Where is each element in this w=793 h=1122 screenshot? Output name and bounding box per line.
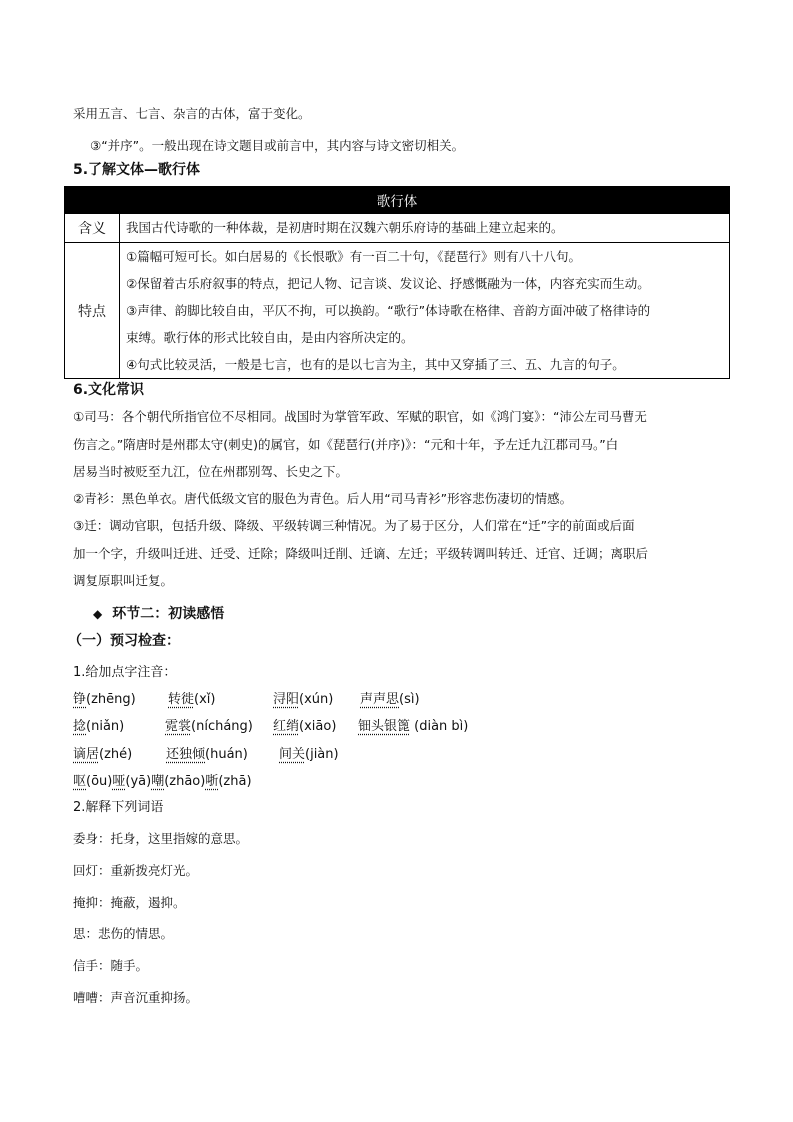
pinyin-item: 还独倾(huán) xyxy=(166,747,248,762)
features-text xyxy=(120,243,730,379)
vocab-item: 思：悲伤的情思。 xyxy=(73,926,174,941)
pinyin-item: 谪居(zhé) xyxy=(73,747,133,762)
pinyin-item: 浔阳(xún) xyxy=(273,692,334,707)
meaning-label: 含义 xyxy=(65,214,120,243)
feature-line: ③声律、韵脚比较自由，平仄不拘，可以换韵。“歌行”体诗歌在格律、音韵方面冲破了格律诗的 xyxy=(126,303,651,318)
feature-line: ①篇幅可短可长。如白居易的《长恨歌》有一百二十句，《琵琶行》则有八十八句。 xyxy=(126,249,581,264)
culture-line: 加一个字，升级叫迁进、迁受、迁除；降级叫迁削、迁谪、左迁；平级转调叫转迁、迁官、迁调；离职后 xyxy=(73,546,649,561)
feature-line: 束缚。歌行体的形式比较自由，是由内容所决定的。 xyxy=(126,330,414,345)
question-2-title: 2.解释下列词语 xyxy=(73,800,164,815)
section-5-title: 5.了解文体—歌行体 xyxy=(73,162,201,178)
pinyin-item: 红绡(xiāo) xyxy=(273,719,337,734)
features-label: 特点 xyxy=(65,243,120,379)
feature-line: ②保留着古乐府叙事的特点，把记人物、记言谈、发议论、抒感慨融为一体，内容充实而生动。 xyxy=(126,276,650,291)
vocab-item: 掩抑：掩蔽，遏抑。 xyxy=(73,895,186,910)
pinyin-item: 霓裳(nícháng) xyxy=(165,719,253,734)
intro-line: 采用五言、七言、杂言的古体，富于变化。 xyxy=(73,106,311,121)
pinyin-item: 钿头银篦 (diàn bì) xyxy=(358,719,469,734)
feature-line: ④句式比较灵活，一般是七言，也有的是以七言为主，其中又穿插了三、五、九言的句子。 xyxy=(126,357,625,372)
section-6-title: 6.文化常识 xyxy=(73,382,145,398)
culture-line: 伤言之。”隋唐时是州郡太守(刺史)的属官，如《琵琶行(并序)》：“元和十年，予左迁九江郡司马。”白 xyxy=(73,437,619,452)
culture-line: ③迁：调动官职，包括升级、降级、平级转调三种情况。为了易于区分，人们常在“迁”字的前面或后面 xyxy=(73,518,635,533)
vocab-item: 嘈嘈：声音沉重抑扬。 xyxy=(73,990,199,1005)
pinyin-item: 声声思(sì) xyxy=(360,692,420,707)
pinyin-item: 铮(zhēng) xyxy=(73,692,136,707)
pinyin-item: 间关(jiàn) xyxy=(279,747,339,762)
pinyin-item: 转徙(xǐ) xyxy=(168,692,216,707)
vocab-item: 回灯：重新拨亮灯光。 xyxy=(73,863,199,878)
question-1-title: 1.给加点字注音： xyxy=(73,665,177,680)
culture-line: ①司马：各个朝代所指官位不尽相同。战国时为掌管军政、军赋的职官，如《鸿门宴》：“沛公左司马曹无 xyxy=(73,409,647,424)
culture-line: 调复原职叫迁复。 xyxy=(73,573,174,588)
step-2-heading xyxy=(93,603,224,623)
preview-title: （一）预习检查： xyxy=(68,633,180,649)
diamond-bullet-icon: ◆ xyxy=(93,607,103,621)
pinyin-row-4: 呕(ōu)哑(yā)嘲(zhāo)哳(zhā) xyxy=(73,774,252,789)
meaning-text: 我国古代诗歌的一种体裁，是初唐时期在汉魏六朝乐府诗的基础上建立起来的。 xyxy=(120,214,730,243)
pinyin-item: 捻(niǎn) xyxy=(73,719,125,734)
culture-line: 居易当时被贬至九江，位在州郡别驾、长史之下。 xyxy=(73,464,349,479)
table-header: 歌行体 xyxy=(65,187,730,214)
culture-line: ②青衫：黑色单衣。唐代低级文官的服色为青色。后人用“司马青衫”形容悲伤凄切的情感。 xyxy=(73,491,573,506)
gexingti-table xyxy=(64,186,730,379)
vocab-item: 信手：随手。 xyxy=(73,958,149,973)
step-2-title: 环节二：初读感悟 xyxy=(112,606,225,622)
vocab-item: 委身：托身，这里指嫁的意思。 xyxy=(73,831,249,846)
item-3: ③“并序”。一般出现在诗文题目或前言中，其内容与诗文密切相关。 xyxy=(90,138,465,153)
